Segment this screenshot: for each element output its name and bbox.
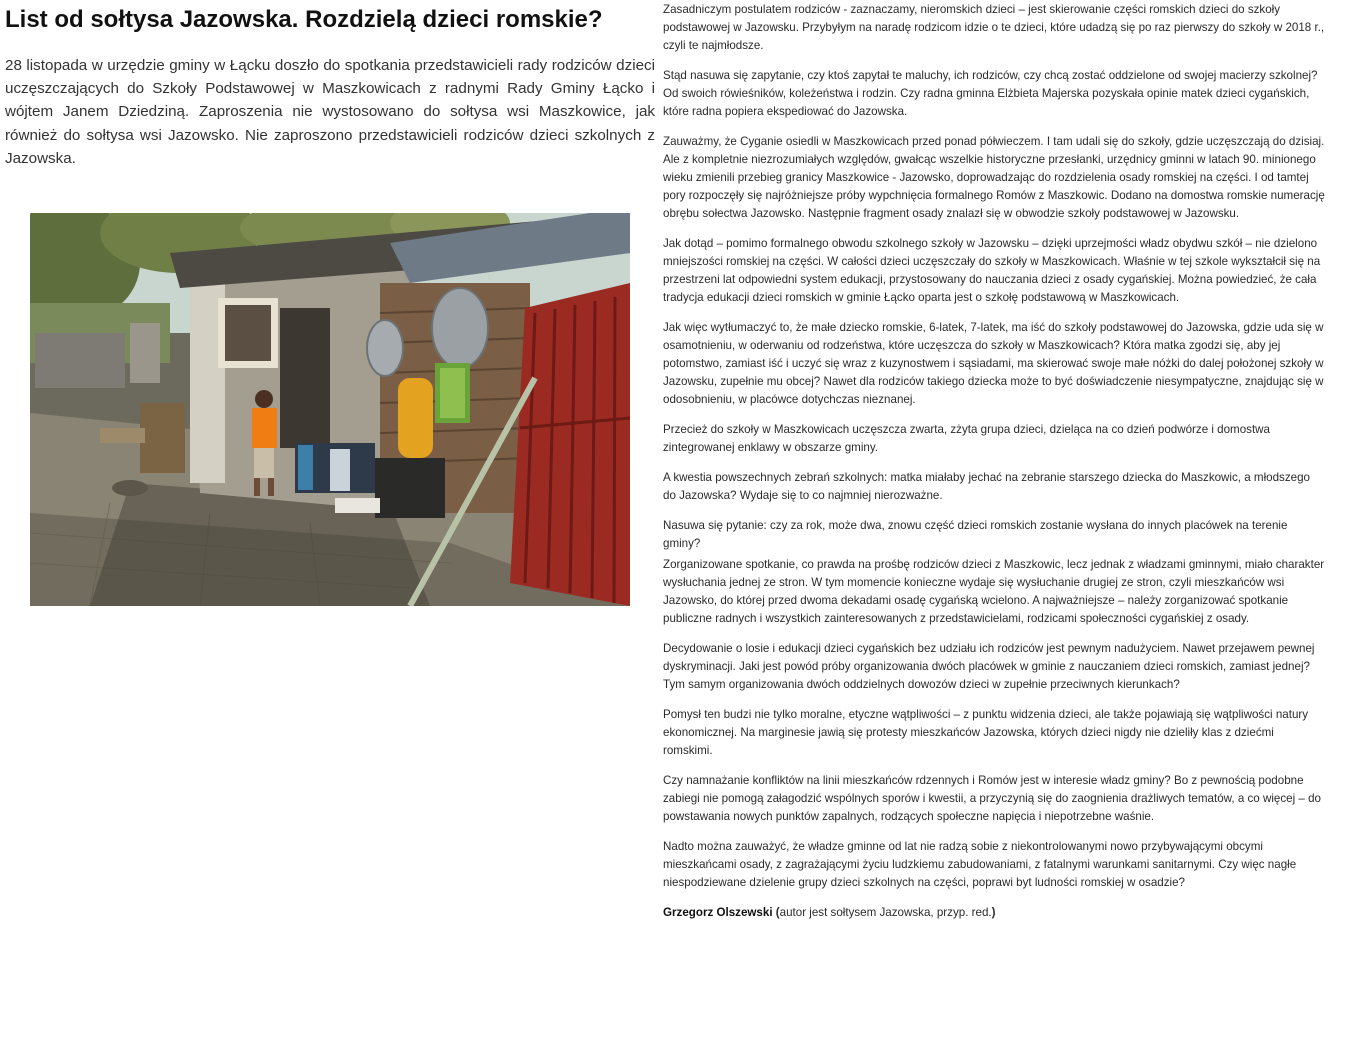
body-paragraph: Pomysł ten budzi nie tylko moralne, etyczne wątpliwości – z punktu widzenia dzieci, ale także pojawiają się wątpliwości natury ekonomicznej. Na marginesie jawią się protesty mieszkańców Jazowska, których dzieci nigdy nie dzieliły klas z dziećmi romskimi. (663, 708, 1309, 757)
body-paragraph: Nadto można zauważyć, że władze gminne od lat nie radzą sobie z niekontrolowanymi nowo przybywającymi obcymi mieszkańcami osady, z zagrażającymi życiu ludzkiemu zabudowaniami, z fatalnymi warunkami sanitarnymi. Czy więc nagłe niespodziewane dzielenie grupy dzieci szkolnych na części, poprawi byt ludności romskiej w osadzie? (663, 840, 1297, 889)
article-left-column (5, 0, 655, 170)
article-title: List od sołtysa Jazowska. Rozdzielą dzieci romskie? (5, 6, 603, 33)
body-paragraph: Decydowanie o losie i edukacji dzieci cygańskich bez udziału ich rodziców jest pewnym nadużyciem. Nawet przejawem pewnej dyskryminacji. Jaki jest powód próby organizowania dwóch placówek w gminie z nauczaniem dzieci romskich, zamiast jednej? Tym samym organizowania dwóch oddzielnych dowozów dzieci w zupełnie przeciwnych kierunkach? (663, 642, 1315, 691)
article-body (663, 1, 1325, 934)
article-lead: 28 listopada w urzędzie gminy w Łącku doszło do spotkania przedstawicieli rady rodziców dzieci uczęszczających do Szkoły Podstawowej w Maszkowicach z radnymi Rady Gminy Łącko i wójtem Janem Dziedziną. Zaproszenia nie wystosowano do sołtysa wsi Maszkowice, jak również do sołtysa wsi Jazowsko. Nie zaproszono przedstawicieli rodziców dzieci szkolnych z Jazowska. (5, 57, 655, 167)
body-paragraph: Przecież do szkoły w Maszkowicach uczęszcza zwarta, zżyta grupa dzieci, dzieląca na co dzień podwórze i domostwa zintegrowanej enklawy w obszarze gminy. (663, 423, 1271, 454)
signature-open-paren: ( (772, 906, 780, 919)
article-photo (30, 213, 630, 606)
author-note: autor jest sołtysem Jazowska, przyp. red. (779, 906, 992, 919)
author-name: Grzegorz Olszewski (663, 906, 773, 919)
body-paragraph: A kwestia powszechnych zebrań szkolnych: matka miałaby jechać na zebranie starszego dziecka do Maszkowic, a młodszego do Jazowska? Wydaje się to co najmniej nierozważne. (663, 471, 1310, 502)
body-paragraph: Jak dotąd – pomimo formalnego obwodu szkolnego szkoły w Jazowsku – dzięki uprzejmości władz obydwu szkół – nie dzielono mniejszości romskiej na części. W całości dzieci uczęszczały do szkoły w Maszkowicach. Właśnie w tej szkole wykształcił się na przestrzeni lat odpowiedni system edukacji, przystosowany do nauczania dzieci z osady cygańskiej. Można powiedzieć, że cała tradycja edukacji dzieci romskich w gminie Łącko oparta jest o szkołę podstawową w Maszkowicach. (663, 237, 1321, 304)
body-paragraph: Stąd nasuwa się zapytanie, czy ktoś zapytał te maluchy, ich rodziców, czy chcą zostać oddzielone od swojej macierzy szkolnej? Od swoich rówieśników, koleżeństwa i rodzin. Czy radna gminna Elżbieta Majerska pozyskała opinie matek dzieci cygańskich, które radna popiera ekspediować do Jazowska. (663, 69, 1318, 118)
signature-close-paren: ) (991, 906, 996, 919)
author-signature (663, 904, 1325, 922)
body-paragraph: Zorganizowane spotkanie, co prawda na prośbę rodziców dzieci z Maszkowic, lecz jednak z władzami gminnymi, miało charakter wysłuchania jednej ze stron. W tym momencie konieczne wydaje się wysłuchanie drugiej ze stron, czyli mieszkańców wsi Jazowsko, do której przed dwoma dekadami osadę cygańską wcielono. A najważniejsze – należy zorganizować spotkanie publiczne radnych i wszystkich zainteresowanych z przedstawicielami, rodzicami społeczności cygańskiej z osady. (663, 558, 1325, 625)
body-paragraph: Zasadniczym postulatem rodziców - zaznaczamy, nieromskich dzieci – jest skierowanie części romskich dzieci do szkoły podstawowej w Jazowsku. Przybyłym na naradę rodzicom idzie o te dzieci, które udadzą się po raz pierwszy do szkoły w 2018 r., czyli te najmłodsze. (663, 3, 1325, 52)
body-paragraph: Nasuwa się pytanie: czy za rok, może dwa, znowu część dzieci romskich zostanie wysłana do innych placówek na terenie gminy? (663, 519, 1288, 550)
body-paragraph: Zauważmy, że Cyganie osiedli w Maszkowicach przed ponad półwieczem. I tam udali się do szkoły, gdzie uczęszczają do dzisiaj. Ale z kompletnie niezrozumiałych względów, gwałcąc wszelkie historyczne przesłanki, urzędnicy gminni w latach 90. minionego wieku zmienili przebieg granicy Maszkowice - Jazowsko, doprowadzając do rozdzielenia osady romskiej na części. I od tamtej pory rozpoczęły się najróżniejsze próby wypchnięcia formalnego Romów z Maszkowic. Dodano na domostwa romskie numerację obrębu sołectwa Jazowsko. Następnie fragment osady znalazł się w obwodzie szkoły podstawowej w Jazowsku. (663, 135, 1325, 220)
body-paragraph: Czy namnażanie konfliktów na linii mieszkańców rdzennych i Romów jest w interesie władz gminy? Bo z pewnością podobne zabiegi nie pomogą załagodzić wspólnych sporów i kwestii, a przyczynią się do zaognienia drażliwych tematów, a co więcej – do powstawania nowych punktów zapalnych, rodzących społeczne napięcia i niepotrzebne waśnie. (663, 774, 1321, 823)
body-paragraph: Jak więc wytłumaczyć to, że małe dziecko romskie, 6-latek, 7-latek, ma iść do szkoły podstawowej do Jazowska, gdzie uda się w osamotnieniu, w oderwaniu od rodzeństwa, które uczęszcza do szkoły w Maszkowicach? Która matka zgodzi się, aby jej potomstwo, zamiast iść i uczyć się wraz z kuzynostwem i sąsiadami, ma skierować swoje małe nóżki do dalej położonej szkoły w Jazowsku, zupełnie mu obcej? Nawet dla rodziców takiego dziecka może to być doświadczenie niesympatyczne, znajdując się w odosobnieniu, w placówce dotychczas nieznanej. (663, 321, 1324, 406)
